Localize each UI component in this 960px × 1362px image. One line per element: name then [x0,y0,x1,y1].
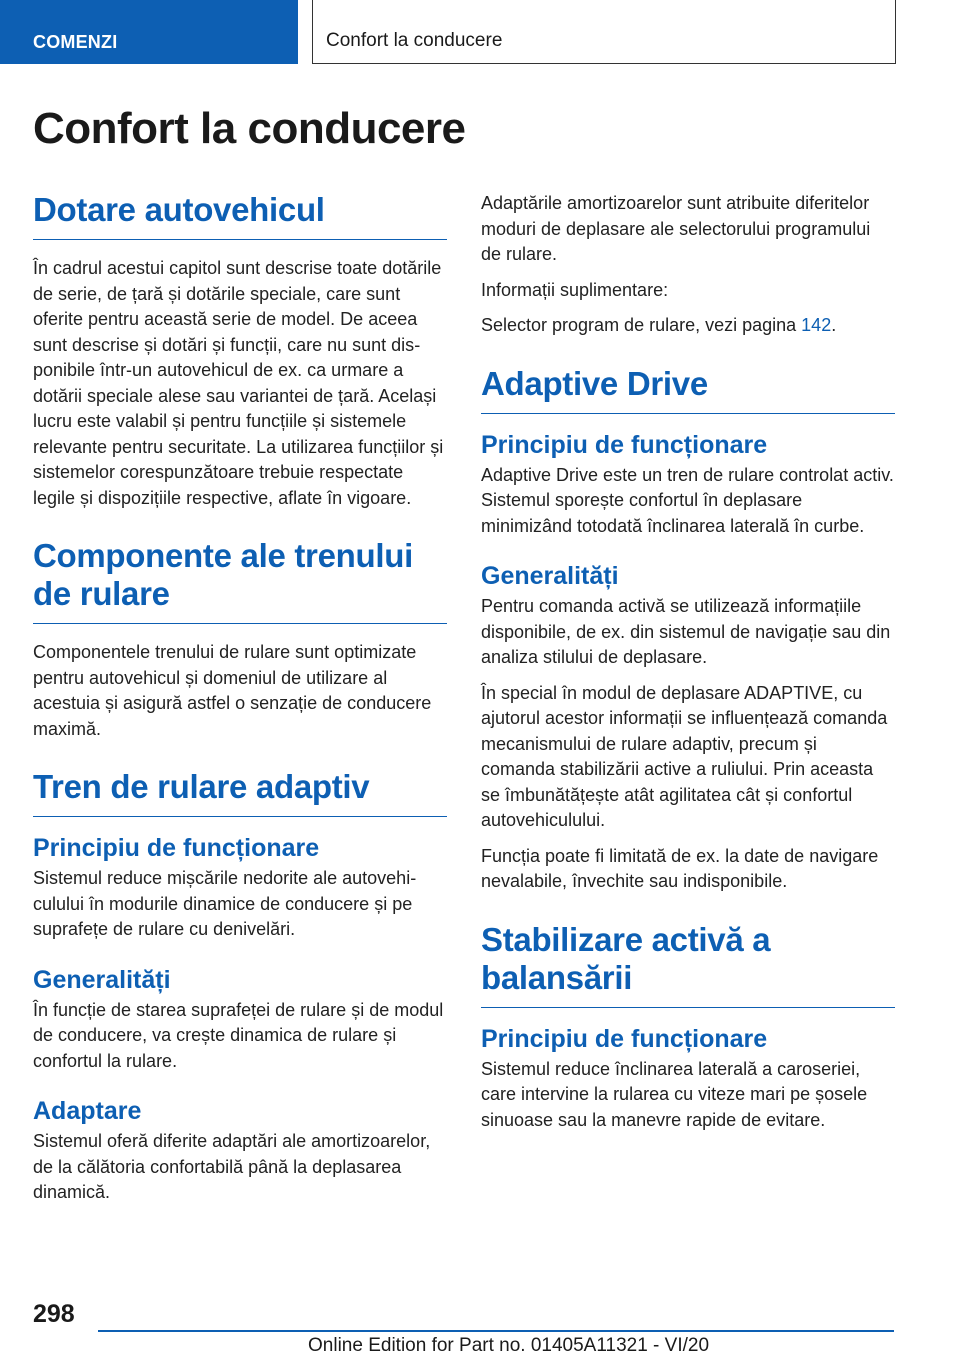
paragraph: Sistemul oferă diferite adaptări ale amortizoarelor, de la călătoria confortabilă până la deplasarea dinamică. [33,1131,431,1202]
paragraph-with-link [481,313,895,339]
section-heading-adaptive-drive: Adaptive Drive [481,365,895,414]
link-suffix: . [831,315,837,335]
paragraph: În cadrul acestui capitol sunt descrise toate dotările de serie, de țară și dotările speciale, care sunt oferite pentru această serie de model. De aceea sunt descrise și dotări și funcții, care nu sunt disponibile într-un autovehicul de ex. ca urmare a dotării speciale alese sau variantei de țară. Același lucru este valabil și pentru funcțiile și sistemele relevante pentru securitate. La utilizarea funcțiilor și sistemelor corespunzătoare trebuie respectate legile și dispozițiile respective, aflate în vigoare. [33,258,444,508]
page-title: Confort la conducere [33,104,466,153]
subheading-generalitati: Generalități [481,562,619,590]
section-heading-stabilizare: Stabilizare activă a balansării [481,921,895,1008]
page-number: 298 [33,1300,75,1328]
section-heading-componente: Componente ale trenului de rulare [33,537,447,624]
edition-footer: Online Edition for Part no. 01405A11321 - VI/20 [308,1335,710,1356]
subheading-generalitati: Generalități [33,965,171,994]
paragraph: Pentru comanda activă se utilizează informațiile disponibile, de ex. din sistemul de navigație sau din analiza stilului de deplasare. [481,596,891,667]
footer-divider [98,1330,894,1332]
paragraph: Adaptările amortizoarelor sunt atribuite diferitelor moduri de deplasare ale selectorului programului de rulare. [481,193,871,264]
subheading-principiu: Principiu de funcționare [33,834,320,862]
paragraph: Adaptive Drive este un tren de rulare controlat activ. Sistemul sporește confortul în deplasare minimizând totodată înclinarea laterală în curbe. [481,464,894,536]
subheading-principiu: Principiu de funcționare [481,1024,768,1053]
chapter-title: Confort la conducere [312,0,896,64]
paragraph: Informații suplimentare: [481,279,669,300]
left-column [33,191,447,1216]
page-link-142[interactable]: 142 [801,315,832,335]
subheading-adaptare: Adaptare [33,1097,142,1125]
paragraph: Sistemul reduce mișcările nedorite ale autovehiculului în modurile dinamice de conducere și pe suprafețe de rulare cu denivelări. [33,868,417,939]
paragraph: În special în modul de deplasare ADAPTIVE, cu ajutorul acestor informații se influențează comanda mecanismului de rulare adaptiv, precum și comanda stabilizării active a ruliului. Prin aceasta se îmbunătățește atât agilitatea cât și confortul autovehiculului. [481,682,888,830]
section-heading-dotare: Dotare autovehicul [33,191,447,240]
right-column [481,191,895,1143]
subheading-principiu: Principiu de funcționare [481,430,768,459]
paragraph: Sistemul reduce înclinarea laterală a caroseriei, care intervine la rularea cu viteze mari pe șosele sinuoase sau la manevre rapide de evitare. [481,1058,868,1130]
paragraph: Componentele trenului de rulare sunt optimizate pentru autovehicul și domeniul de utilizare al acestuia și asigură astfel o senzație de conducere maximă. [33,642,432,739]
link-prefix: Selector program de rulare, vezi pagina [481,315,802,335]
section-tab: COMENZI [0,0,298,64]
section-heading-tren-adaptiv: Tren de rulare adaptiv [33,768,447,817]
paragraph: În funcție de starea suprafeței de rulare și de modul de conducere, va crește dinamica de rulare și confortul la rulare. [33,999,444,1071]
paragraph: Funcția poate fi limitată de ex. la date de navigare nevalabile, învechite sau indisponibile. [481,845,879,891]
